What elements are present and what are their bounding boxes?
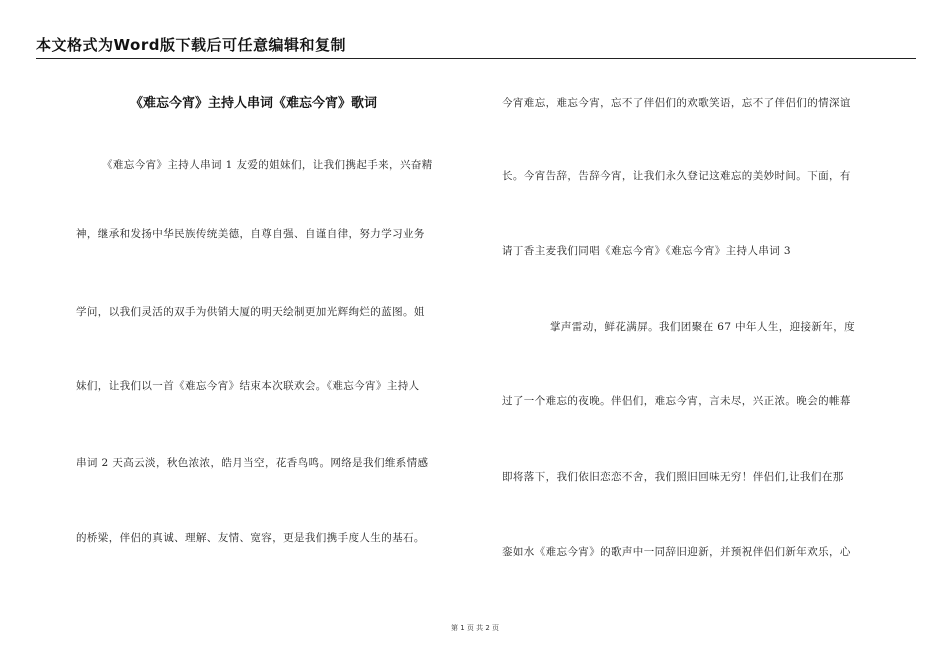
right-line-5: 过了一个难忘的夜晚。伴侣们，难忘今宵，言未尽，兴正浓。晚会的帷幕 [502, 395, 851, 407]
right-line-2: 长。今宵告辞，告辞今宵，让我们永久登记这难忘的美妙时间。下面，有 [502, 170, 851, 182]
left-line-2: 神，继承和发扬中华民族传统美德，自尊自强、自谨自律，努力学习业务 [76, 228, 425, 240]
right-line-6: 即将落下，我们依旧恋恋不舍，我们照旧回味无穷！伴侣们,让我们在那 [502, 471, 844, 483]
left-line-3: 学问，以我们灵活的双手为供销大厦的明天绘制更加光辉绚烂的蓝图。姐 [76, 306, 425, 318]
right-line-4: 掌声雷动，鲜花满屏。我们团聚在 67 中年人生，迎接新年，度 [550, 321, 856, 333]
left-line-5: 串词 2 天高云淡，秋色浓浓，皓月当空，花香鸟鸣。网络是我们维系情感 [76, 457, 429, 469]
page-number: 第 1 页 共 2 页 [450, 624, 500, 632]
header-divider [36, 58, 916, 59]
document-banner: 本文格式为Word版下载后可任意编辑和复制 [36, 36, 346, 54]
document-title: 《难忘今宵》主持人串词《难忘今宵》歌词 [130, 96, 378, 111]
right-line-1: 今宵难忘，难忘今宵，忘不了伴侣们的欢歌笑语，忘不了伴侣们的情深谊 [502, 97, 851, 109]
right-line-7: 銮如水《难忘今宵》的歌声中一同辞旧迎新，并预祝伴侣们新年欢乐，心 [502, 546, 851, 558]
right-line-3: 请丁香主麦我们同唱《难忘今宵》《难忘今宵》主持人串词 3 [502, 245, 791, 257]
left-line-4: 妹们，让我们以一首《难忘今宵》结束本次联欢会。《难忘今宵》主持人 [76, 380, 420, 392]
left-line-1: 《难忘今宵》主持人串词 1 友爱的姐妹们，让我们携起手来，兴奋精 [102, 159, 433, 171]
left-line-6: 的桥梁，伴侣的真诚、理解、友情、宽容，更是我们携手度人生的基石。 [76, 532, 425, 544]
